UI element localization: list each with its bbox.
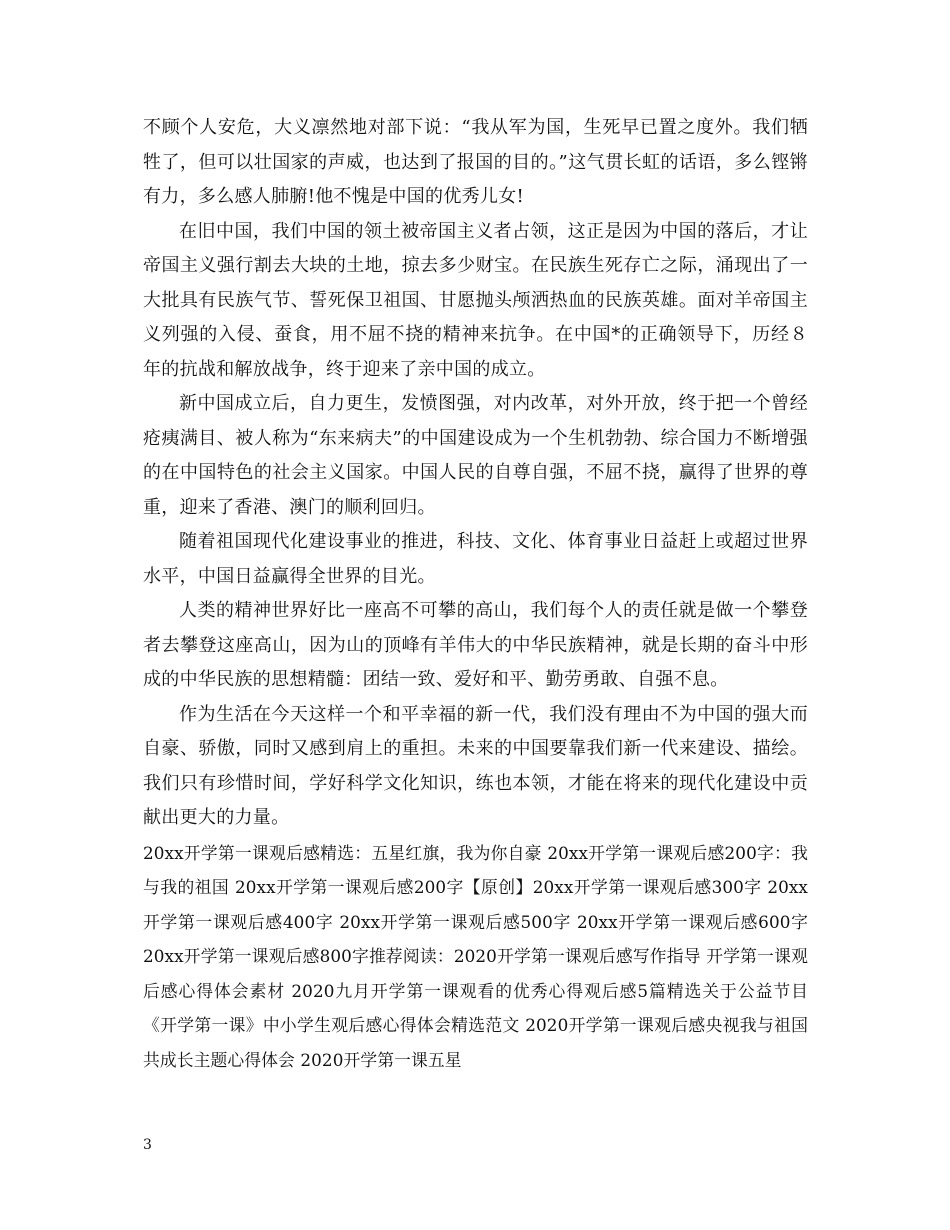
paragraph-new-generation: 作为生活在今天这样一个和平幸福的新一代，我们没有理由不为中国的强大而自豪、骄傲，同时又感到肩上的重担。未来的中国要靠我们新一代来建设、描绘。我们只有珍惜时间，学好科学文化知识，练也本领，才能在将来的现代化建设中贡献出更大的力量。 [143, 703, 808, 828]
paragraph-modernization: 随着祖国现代化建设事业的推进，科技、文化、体育事业日益赶上或超过世界水平，中国日益赢得全世界的目光。 [143, 531, 808, 587]
related-articles-text: 20xx开学第一课观后感精选：五星红旗，我为你自豪 20xx开学第一课观后感200字：我与我的祖国 20xx开学第一课观后感200字【原创】20xx开学第一课观后感300字 20xx开学第一课观后感400字 20xx开学第一课观后感500字 20xx开学第一课观后感600字 20xx开学第一课观后感800字推荐阅读：2020开学第一课观后感写作指导 开学第一课观后感心得体会素材 2020九月开学第一课观看的优秀心得观后感5篇精选关于公益节目《开学第一课》中小学生观后感心得体会精选范文 2020开学第一课观后感央视我与祖国共成长主题心得体会 2020开学第一课五星 [143, 842, 808, 1070]
page-number: 3 [143, 1137, 152, 1153]
document-body [143, 111, 808, 1077]
paragraph-continuation: 不顾个人安危，大义凛然地对部下说：“我从军为国，生死早已置之度外。我们牺牲了，但可以壮国家的声威，也达到了报国的目的。”这气贯长虹的话语，多么铿锵有力，多么感人肺腑!他不愧是中国的优秀儿女! [143, 117, 808, 207]
paragraph-new-china: 新中国成立后，自力更生，发愤图强，对内改革，对外开放，终于把一个曾经疮痍满目、被人称为“东来病夫”的中国建设成为一个生机勃勃、综合国力不断增强的在中国特色的社会主义国家。中国人民的自尊自强，不屈不挠，赢得了世界的尊重，迎来了香港、澳门的顺利回归。 [143, 393, 808, 518]
paragraph-old-china: 在旧中国，我们中国的领土被帝国主义者占领，这正是因为中国的落后，才让帝国主义强行割去大块的土地，掠去多少财宝。在民族生死存亡之际，涌现出了一大批具有民族气节、誓死保卫祖国、甘愿抛头颅洒热血的民族英雄。面对羊帝国主义列强的入侵、蚕食，用不屈不挠的精神来抗争。在中国*的正确领导下，历经８年的抗战和解放战争，终于迎来了亲中国的成立。 [143, 220, 808, 380]
paragraph-national-spirit: 人类的精神世界好比一座高不可攀的高山，我们每个人的责任就是做一个攀登者去攀登这座高山，因为山的顶峰有羊伟大的中华民族精神，就是长期的奋斗中形成的中华民族的思想精髓：团结一致、爱好和平、勤劳勇敢、自强不息。 [143, 600, 808, 690]
